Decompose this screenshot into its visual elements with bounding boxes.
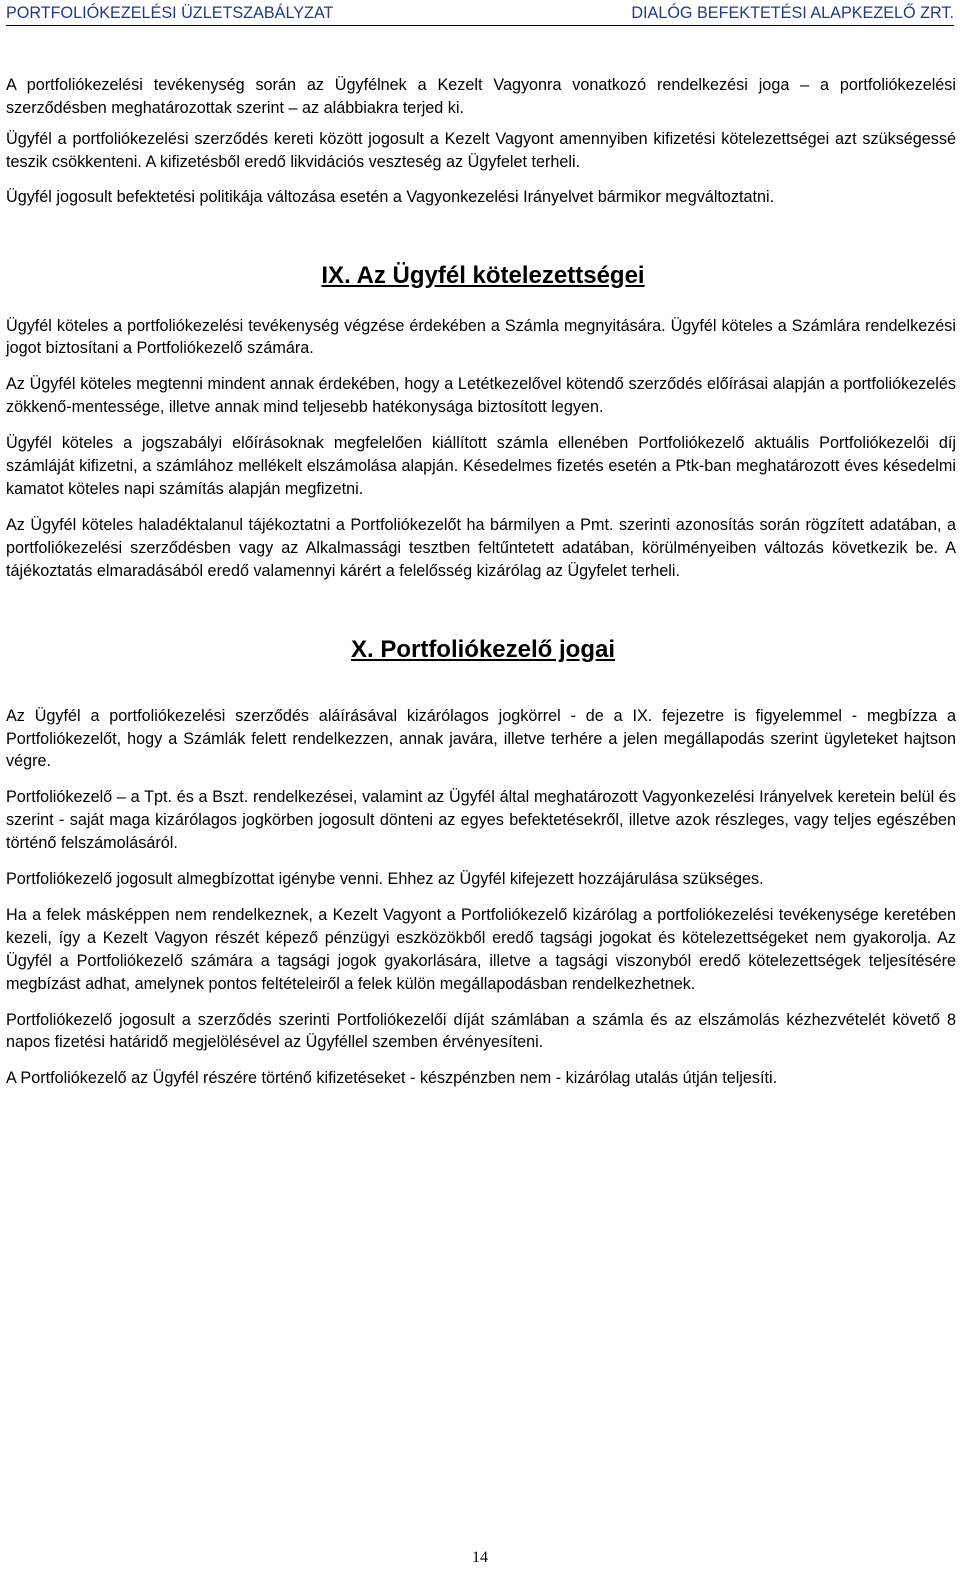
paragraph-kifizetes-utalas: A Portfoliókezelő az Ügyfél részére történő kifizetéseket - készpénzben nem - kizárólag utalás útján teljesíti. (6, 1069, 778, 1088)
paragraph-vagyon-csokkentes: Ügyfél a portfoliókezelési szerződés kereti között jogosult a Kezelt Vagyont amennyiben kifizetési kötelezettségei azt szükségessé teszik csökkenteni. A kifizetésből eredő likvidációs veszteség az Ügyfelet terheli. (6, 129, 956, 171)
paragraph-iranyelv-valtoztatas: Ügyfél jogosult befektetési politikája változása esetén a Vagyonkezelési Irányelvet bármikor megváltoztatni. (6, 187, 775, 206)
paragraph-almegbizott: Portfoliókezelő jogosult almegbízottat igénybe venni. Ehhez az Ügyfél kifejezett hozzájárulása szükséges. (6, 870, 764, 889)
page-number: 14 (472, 1549, 488, 1566)
paragraph-szamla-nyitas: Ügyfél köteles a portfoliókezelési tevékenység végzése érdekében a Számla megnyitására. Ügyfél köteles a Számlára rendelkezési jogot biztosítani a Portfoliókezelő számára. (6, 316, 956, 358)
page-header (6, 3, 954, 26)
header-document-title: PORTFOLIÓKEZELÉSI ÜZLETSZABÁLYZAT (6, 4, 334, 22)
paragraph-tagsagi-jogok: Ha a felek másképpen nem rendelkeznek, a Kezelt Vagyont a Portfoliókezelő kizárólag a portfoliókezelési tevékenysége keretében kezeli, így a Kezelt Vagyon részét képező pénzügyi eszközökből eredő tagsági jogokat és kötelezettségeket nem gyakorolja. Az Ügyfél a Portfoliókezelő számára a tagsági jogok gyakorlására, illetve a tagsági viszonyból eredő kötelezettségek teljesítésére megbízást adhat, amelynek pontos feltételeiről a felek külön megállapodásban rendelkezhetnek. (6, 905, 956, 993)
section-heading-ix: IX. Az Ügyfél kötelezettségei (321, 261, 645, 289)
paragraph-rendelkezesi-jog: A portfoliókezelési tevékenység során az Ügyfélnek a Kezelt Vagyonra vonatkozó rendelkezési joga – a portfoliókezelési szerződésben meghatározottak szerint – az alábbiakra terjed ki. (6, 76, 956, 117)
paragraph-letetkezelo: Az Ügyfél köteles megtenni mindent annak érdekében, hogy a Letétkezelővel kötendő szerződés előírásai alapján a portfoliókezelés zökkenő-mentessége, illetve annak mind teljesebb hatékonysága biztosított legyen. (6, 375, 956, 417)
page-content (6, 74, 956, 1090)
section-heading-x: X. Portfoliókezelő jogai (350, 635, 616, 663)
paragraph-megbizas: Az Ügyfél a portfoliókezelési szerződés aláírásával kizárólagos jogkörrel - de a IX. fejezetre is figyelemmel - megbízza a Portfoliókezelőt, hogy a Számlák felett rendelkezzen, annak javára, illetve terhére a jelen megállapodás szerint ügyleteket hajtson végre. (6, 706, 956, 771)
paragraph-dij-fizetes: Ügyfél köteles a jogszabályi előírásoknak megfelelően kiállított számla ellenében Portfoliókezelő aktuális Portfoliókezelői díj számláját kifizetni, a számlához mellékelt elszámolása alapján. Késedelmes fizetés esetén a Ptk-ban meghatározott éves késedelmi kamatot köteles napi számítás alapján megfizetni. (6, 434, 956, 498)
paragraph-dij-ervenyesites: Portfoliókezelő jogosult a szerződés szerinti Portfoliókezelői díját számlában a számla és az elszámolás kézhezvételét követő 8 napos fizetési határidő megjelölésével az Ügyféllel szemben érvényesíteni. (6, 1010, 956, 1052)
paragraph-tajekoztatas: Az Ügyfél köteles haladéktalanul tájékoztatni a Portfoliókezelőt ha bármilyen a Pmt. szerinti azonosítás során rögzített adatában, a portfoliókezelési szerződésben vagy az Alkalmassági tesztben feltűntetett adatában, körülményeiben változás következik be. A tájékoztatás elmaradásából eredő valamennyi kárért a felelősség kizárólag az Ügyfelet terheli. (6, 515, 956, 580)
header-company-name: DIALÓG BEFEKTETÉSI ALAPKEZELŐ ZRT. (631, 4, 954, 22)
paragraph-befektetesi-dontes: Portfoliókezelő – a Tpt. és a Bszt. rendelkezései, valamint az Ügyfél által meghatározott Vagyonkezelési Irányelvek keretein belül és szerint - saját maga kizárólagos jogkörben jogosult dönteni az egyes befektetésekről, illetve azok részleges, vagy teljes egészében történő felszámolásáról. (6, 788, 956, 853)
